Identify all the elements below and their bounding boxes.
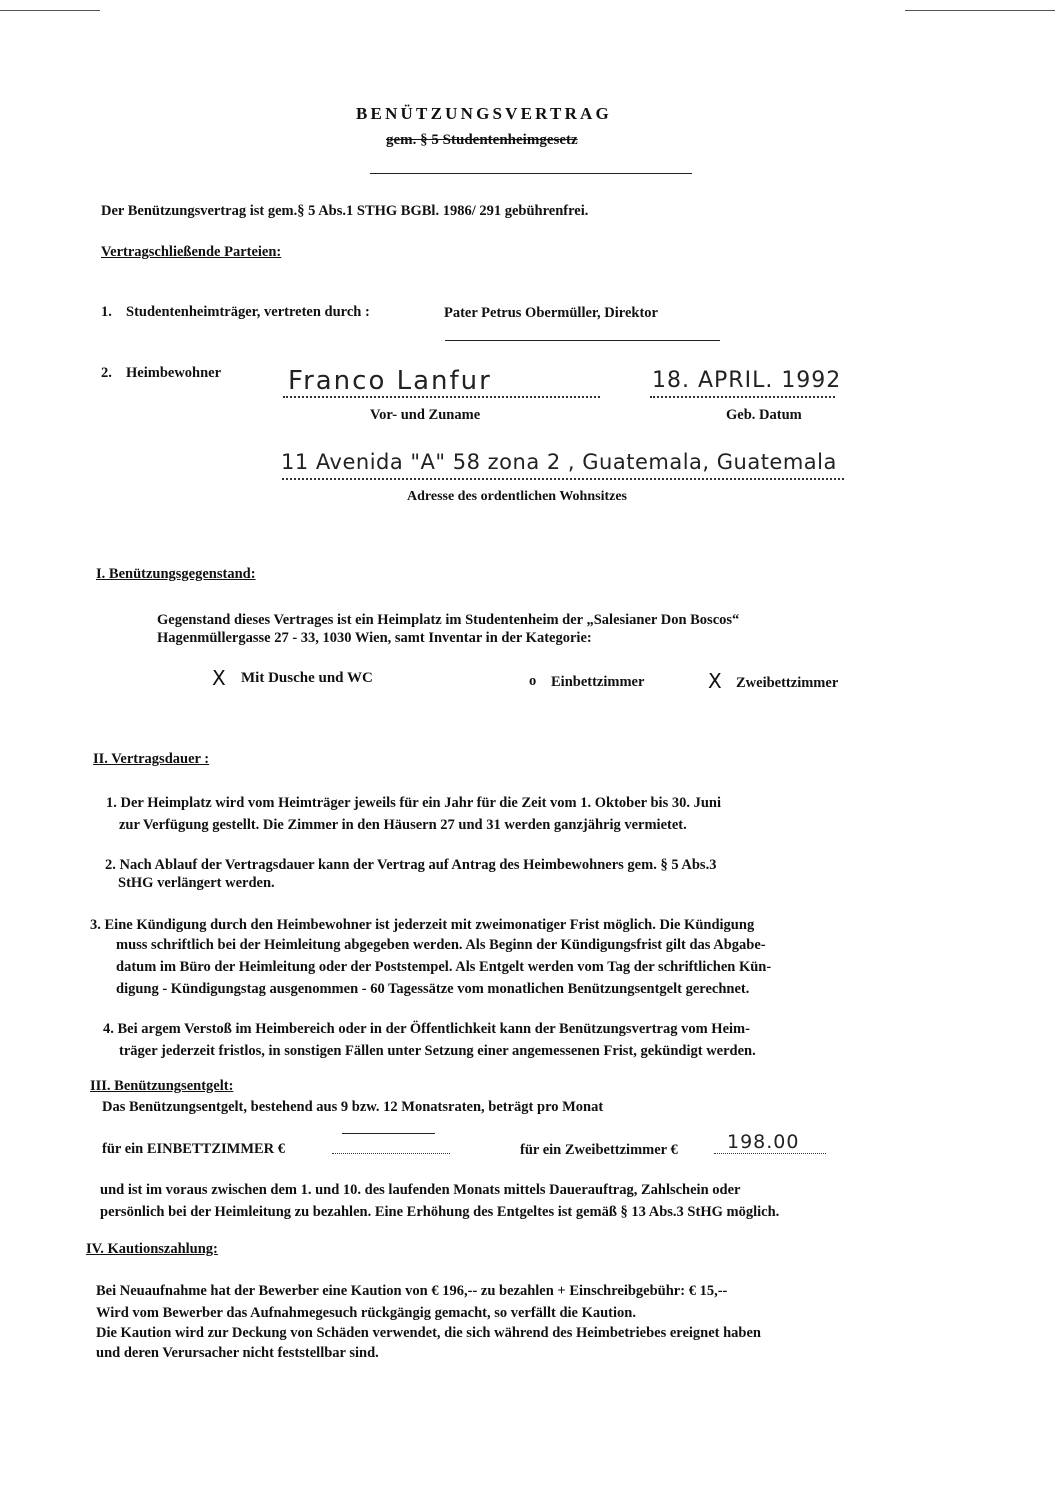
section2-heading: II. Vertragsdauer : — [93, 751, 210, 767]
double-room-label: für ein Zweibettzimmer € — [520, 1142, 678, 1158]
section1-heading: I. Benützungsgegenstand: — [96, 566, 256, 582]
section2-item1-line1: 1. Der Heimplatz wird vom Heimträger jeweils für ein Jahr für die Zeit vom 1. Oktober bis 30. Juni — [106, 795, 721, 811]
address-field[interactable]: 11 Avenida "A" 58 zona 2 , Guatemala, Guatemala — [281, 450, 837, 474]
option-single-label: Einbettzimmer — [551, 674, 645, 690]
name-field[interactable]: Franco Lanfur — [288, 366, 492, 396]
section2-item1-line2: zur Verfügung gestellt. Die Zimmer in den Häusern 27 und 31 werden ganzjährig vermietet. — [119, 817, 687, 833]
section3-line3: persönlich bei der Heimleitung zu bezahlen. Eine Erhöhung des Entgeltes ist gemäß § 13 Abs.3 StHG möglich. — [100, 1204, 780, 1220]
party1-rule — [445, 340, 720, 341]
party1-number: 1. — [101, 304, 112, 320]
title-rule — [370, 173, 692, 174]
section4-line3: Die Kaution wird zur Deckung von Schäden verwendet, die sich während des Heimbetriebes ereignet haben — [96, 1325, 761, 1341]
document-title: BENÜTZUNGSVERTRAG — [356, 104, 612, 123]
name-label: Vor- und Zuname — [370, 407, 481, 423]
birthdate-label: Geb. Datum — [726, 407, 802, 423]
section2-item2-line1: 2. Nach Ablauf der Vertragsdauer kann der Vertrag auf Antrag des Heimbewohners gem. § 5 Abs.3 — [105, 857, 717, 873]
section4-line4: und deren Verursacher nicht feststellbar sind. — [96, 1345, 379, 1361]
double-room-price-line — [714, 1153, 826, 1154]
birthdate-field[interactable]: 18. APRIL. 1992 — [652, 368, 842, 393]
address-label: Adresse des ordentlichen Wohnsitzes — [407, 489, 627, 504]
section3-line1: Das Benützungsentgelt, bestehend aus 9 bzw. 12 Monatsraten, beträgt pro Monat — [102, 1099, 604, 1115]
option-single-checkbox[interactable]: o — [529, 673, 537, 689]
party1-label: Studentenheimträger, vertreten durch : — [126, 304, 370, 320]
single-room-dash — [342, 1133, 435, 1134]
section2-item3-line3: datum im Büro der Heimleitung oder der Poststempel. Als Entgelt werden vom Tag der schriftlichen Kün- — [116, 959, 772, 975]
section1-line2: Hagenmüllergasse 27 - 33, 1030 Wien, samt Inventar in der Kategorie: — [157, 630, 592, 646]
section2-item4-line2: träger jederzeit fristlos, in sonstigen Fällen unter Setzung einer angemessenen Frist, gekündigt werden. — [119, 1043, 756, 1059]
scan-artifact — [905, 10, 1055, 11]
section2-item3-line1: 3. Eine Kündigung durch den Heimbewohner ist jederzeit mit zweimonatiger Frist möglich. Die Kündigung — [90, 917, 755, 933]
party2-label: Heimbewohner — [126, 365, 222, 381]
scan-artifact — [0, 10, 100, 11]
section2-item2-line2: StHG verlängert werden. — [118, 875, 275, 891]
document-subtitle: gem. § 5 Studentenheimgesetz — [386, 132, 578, 148]
name-line — [283, 396, 600, 398]
section4-line2: Wird vom Bewerber das Aufnahmegesuch rückgängig gemacht, so verfällt die Kaution. — [96, 1305, 636, 1321]
section2-item4-line1: 4. Bei argem Verstoß im Heimbereich oder in der Öffentlichkeit kann der Benützungsvertrag vom Heim- — [103, 1021, 750, 1037]
option-double-label: Zweibettzimmer — [736, 675, 839, 691]
section2-item3-line2: muss schriftlich bei der Heimleitung abgegeben werden. Als Beginn der Kündigungsfrist gilt das Abgabe- — [116, 937, 766, 953]
section2-item3-line4: digung - Kündigungstag ausgenommen - 60 Tagessätze vom monatlichen Benützungsentgelt gerechnet. — [116, 981, 750, 997]
section3-line2: und ist im voraus zwischen dem 1. und 10. des laufenden Monats mittels Dauerauftrag, Zahlschein oder — [100, 1182, 741, 1198]
option-double-checkbox[interactable]: X — [708, 669, 722, 693]
party1-value: Pater Petrus Obermüller, Direktor — [444, 305, 658, 321]
section4-line1: Bei Neuaufnahme hat der Bewerber eine Kaution von € 196,-- zu bezahlen + Einschreibgebühr: € 15,-- — [96, 1283, 728, 1299]
single-room-price-field[interactable] — [332, 1153, 450, 1154]
double-room-price-field[interactable]: 198.00 — [727, 1131, 800, 1153]
section4-heading: IV. Kautionszahlung: — [86, 1241, 218, 1257]
intro-text: Der Benützungsvertrag ist gem.§ 5 Abs.1 STHG BGBl. 1986/ 291 gebührenfrei. — [101, 203, 589, 219]
section3-heading: III. Benützungsentgelt: — [90, 1078, 234, 1094]
address-line — [282, 478, 844, 480]
option-shower-label: Mit Dusche und WC — [241, 670, 373, 686]
party2-number: 2. — [101, 365, 112, 381]
option-shower-checkbox[interactable]: X — [212, 666, 226, 690]
birthdate-line — [650, 396, 835, 398]
single-room-label: für ein EINBETTZIMMER € — [102, 1141, 286, 1157]
parties-heading: Vertragschließende Parteien: — [101, 244, 282, 260]
section1-line1: Gegenstand dieses Vertrages ist ein Heimplatz im Studentenheim der „Salesianer Don Boscos“ — [157, 612, 740, 628]
